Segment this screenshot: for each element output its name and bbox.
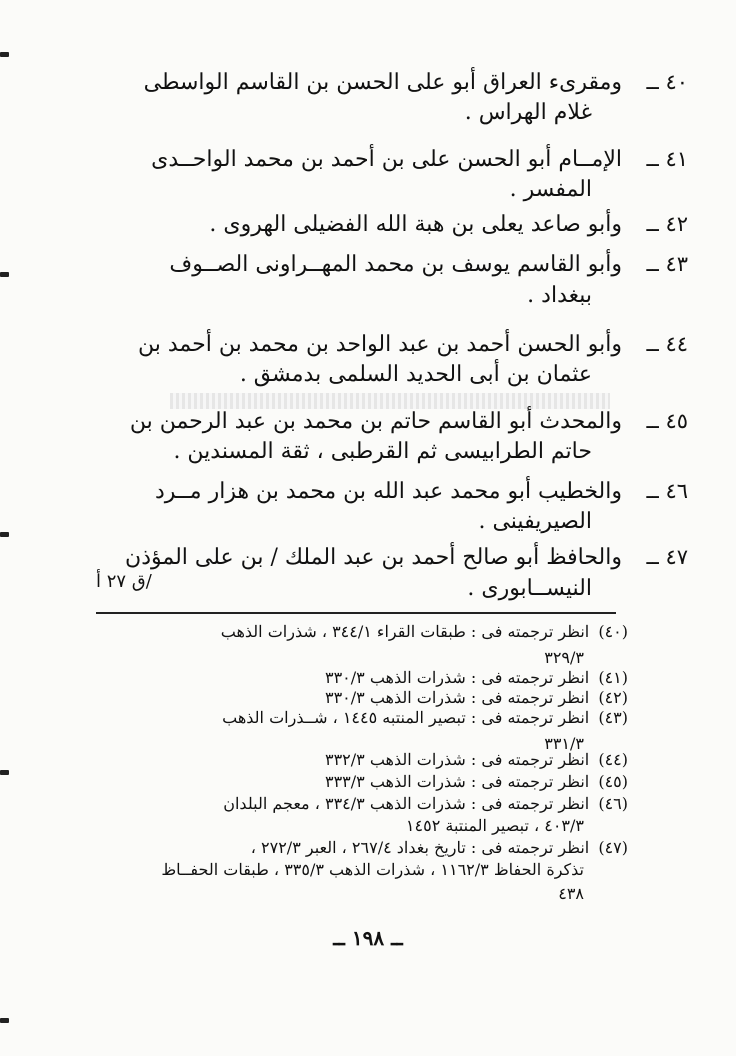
entry-line: غلام الهراس . (464, 100, 592, 125)
footnote-40 (221, 622, 628, 641)
footnote-42 (325, 688, 628, 707)
footnote-text: انظر ترجمته فى : تبصير المنتبه ١٤٤٥ ، شــذرات الذهب (222, 708, 590, 727)
footnote-text: انظر ترجمته فى : شذرات الذهب ٣٣٠/٣ (324, 688, 590, 707)
entry-line: والحافظ أبو صالح أحمد بن عبد الملك / بن على المؤذن (125, 545, 622, 570)
entry-line: ببغداد . (527, 283, 592, 308)
entry-line: وأبو القاسم يوسف بن محمد المهــراونى الصــوف (169, 252, 622, 277)
footnote-rule (96, 612, 616, 614)
footnote-45 (325, 772, 628, 791)
scan-smudge (170, 393, 610, 409)
entry-number: ٤٣ ــ (646, 252, 688, 276)
footnote-continuation: ٤٠٣/٣ ، تبصير المنتبة ١٤٥٢ (405, 816, 584, 835)
margin-mark (0, 52, 9, 57)
footnote-text: انظر ترجمته فى : شذرات الذهب ٣٣٤/٣ ، معجم البلدان (223, 794, 590, 813)
entry-line: المفسر . (509, 177, 592, 202)
entry-line: والمحدث أبو القاسم حاتم بن محمد بن عبد الرحمن بن (129, 409, 622, 434)
footnote-text: انظر ترجمته فى : تاريخ بغداد ٢٦٧/٤ ، العبر ٢٧٢/٣ ، (250, 838, 590, 857)
entry-line: ومقرىء العراق أبو على الحسن بن القاسم الواسطى (143, 70, 622, 95)
entry-number: ٤٦ ــ (646, 479, 688, 503)
margin-mark (0, 272, 9, 277)
footnote-continuation: ٣٣١/٣ (544, 734, 584, 753)
footnote-number: (٤٧) (598, 838, 628, 857)
entry-line: الصيريفينى . (478, 509, 592, 534)
footnote-number: (٤١) (598, 668, 628, 687)
footnote-number: (٤٠) (598, 622, 628, 641)
entry-number: ٤٥ ــ (646, 409, 688, 433)
footnote-text: انظر ترجمته فى : شذرات الذهب ٣٣٠/٣ (324, 668, 590, 687)
entry-number: ٤٧ ــ (646, 545, 688, 569)
footnote-43 (222, 708, 628, 727)
footnote-text: انظر ترجمته فى : طبقات القراء ٣٤٤/١ ، شذرات الذهب (220, 622, 590, 641)
footnote-47 (251, 838, 628, 857)
footnote-continuation: تذكرة الحفاظ ١١٦٢/٣ ، شذرات الذهب ٣٣٥/٣ ، طبقات الحفــاظ (161, 860, 584, 879)
entry-number: ٤٢ ــ (646, 212, 688, 236)
footnote-41 (325, 668, 628, 687)
margin-mark (0, 770, 9, 775)
footnote-44 (325, 750, 628, 769)
footnote-number: (٤٥) (598, 772, 628, 791)
margin-mark (0, 1018, 9, 1023)
entry-line: عثمان بن أبى الحديد السلمى بدمشق . (239, 362, 592, 387)
entry-line: الإمــام أبو الحسن على بن أحمد بن محمد الواحــدى (151, 147, 622, 172)
footnote-text: انظر ترجمته فى : شذرات الذهب ٣٣٢/٣ (324, 750, 590, 769)
footnote-number: (٤٢) (598, 688, 628, 707)
footnote-46 (223, 794, 628, 813)
entry-line: النيســابورى . (467, 576, 592, 601)
entry-number: ٤٠ ــ (646, 70, 688, 94)
page-number: ــ ١٩٨ ــ (333, 926, 403, 950)
entry-line: وأبو صاعد يعلى بن هبة الله الفضيلى الهروى . (209, 212, 622, 237)
footnote-text: انظر ترجمته فى : شذرات الذهب ٣٣٣/٣ (324, 772, 590, 791)
entry-line: حاتم الطرابيسى ثم القرطبى ، ثقة المسندين . (173, 439, 592, 464)
footnote-number: (٤٤) (598, 750, 628, 769)
footnote-number: (٤٣) (598, 708, 628, 727)
footnote-number: (٤٦) (598, 794, 628, 813)
folio-mark: /ق ٢٧ أ (96, 571, 152, 592)
entry-line: والخطيب أبو محمد عبد الله بن محمد بن هزار مــرد (154, 479, 622, 504)
margin-mark (0, 532, 9, 537)
entry-line: وأبو الحسن أحمد بن عبد الواحد بن محمد بن أحمد بن (138, 332, 622, 357)
entry-number: ٤١ ــ (646, 147, 688, 171)
entry-number: ٤٤ ــ (646, 332, 688, 356)
footnote-continuation: ٤٣٨ (558, 884, 584, 903)
footnote-continuation: ٣٢٩/٣ (544, 648, 584, 667)
